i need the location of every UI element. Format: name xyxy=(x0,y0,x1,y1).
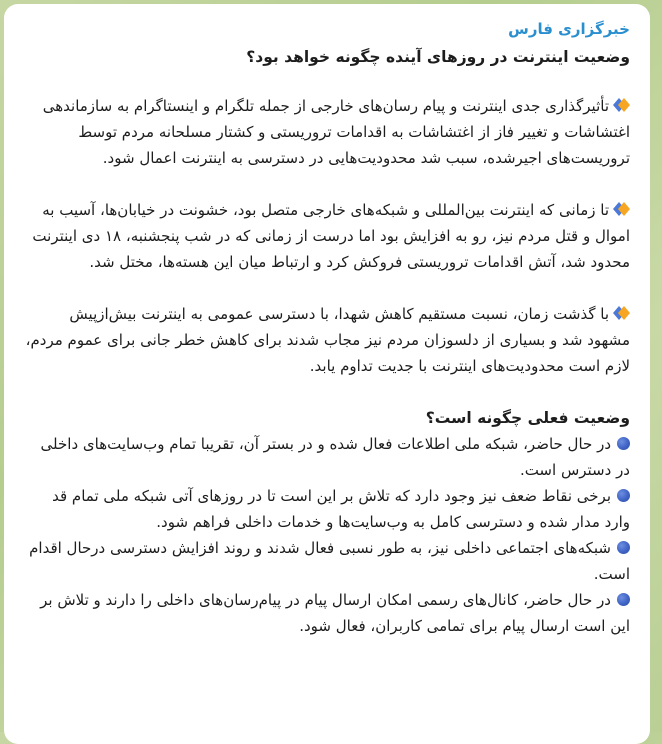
blue-circle-icon xyxy=(617,593,630,606)
bullet-item-1 xyxy=(24,431,630,483)
bullet-4-text: در حال حاضر، کانال‌های رسمی امکان ارسال پیام در پیام‌رسان‌های داخلی را دارند و تلاش بر این است ارسال پیام برای تمامی کاربران، فعال شود. xyxy=(40,591,630,635)
orange-blue-diamond-icon xyxy=(613,98,630,112)
bullet-2-text: برخی نقاط ضعف نیز وجود دارد که تلاش بر این است تا در روزهای آتی شبکه ملی تمام قد وارد مدار شده و دسترسی کامل به وب‌سایت‌ها و خدمات داخلی فراهم شود. xyxy=(52,487,630,531)
blue-circle-icon xyxy=(617,489,630,502)
blue-circle-icon xyxy=(617,437,630,450)
paragraph-1 xyxy=(24,93,630,171)
orange-blue-diamond-icon xyxy=(613,202,630,216)
paragraph-3 xyxy=(24,301,630,379)
bullet-item-2 xyxy=(24,483,630,535)
paragraph-2-text: تا زمانی که اینترنت بین‌المللی و شبکه‌های خارجی متصل بود، خشونت در خیابان‌ها، آسیب به اموال و قتل مردم نیز، رو به افزایش بود اما درست از زمانی که در شب پنجشنبه، ۱۸ دی اینترنت محدود شد، آتش اقدامات تروریستی فروکش کرد و ارتباط میان این هسته‌ها، مختل شد. xyxy=(32,201,630,271)
message-title: وضعیت اینترنت در روزهای آینده چگونه خواهد بود؟ xyxy=(246,48,630,66)
bullet-3-text: شبکه‌های اجتماعی داخلی نیز، به طور نسبی فعال شدند و روند افزایش دسترسی درحال اقدام است. xyxy=(29,539,630,583)
paragraph-2 xyxy=(24,197,630,275)
section-title: وضعیت فعلی چگونه است؟ xyxy=(425,409,630,427)
blue-circle-icon xyxy=(617,541,630,554)
bullet-item-4 xyxy=(24,587,630,639)
paragraph-3-text: با گذشت زمان، نسبت مستقیم کاهش شهدا، با دسترسی عمومی به اینترنت بیش‌ازپیش مشهود شد و بسیاری از دلسوزان مردم نیز مجاب شدند برای کاهش خطر جانی برای عموم مردم، لازم است محدودیت‌های اینترنت با جدیت تداوم یابد. xyxy=(25,305,630,375)
channel-name[interactable]: خبرگزاری فارس xyxy=(508,20,630,38)
message-bubble xyxy=(4,4,650,744)
bullet-1-text: در حال حاضر، شبکه ملی اطلاعات فعال شده و در بستر آن، تقریبا تمام وب‌سایت‌های داخلی در دسترس است. xyxy=(40,435,630,479)
paragraph-1-text: تأثیرگذاری جدی اینترنت و پیام رسان‌های خارجی از جمله تلگرام و اینستاگرام به سازماندهی اغتشاشات و تغییر فاز از اغتشاشات به اقدامات تروریستی و کشتار مسلحانه مردم توسط تروریست‌های اجیرشده، سبب شد محدودیت‌هایی در دسترسی به اینترنت اعمال شود. xyxy=(42,97,630,167)
orange-blue-diamond-icon xyxy=(613,306,630,320)
bullet-item-3 xyxy=(24,535,630,587)
